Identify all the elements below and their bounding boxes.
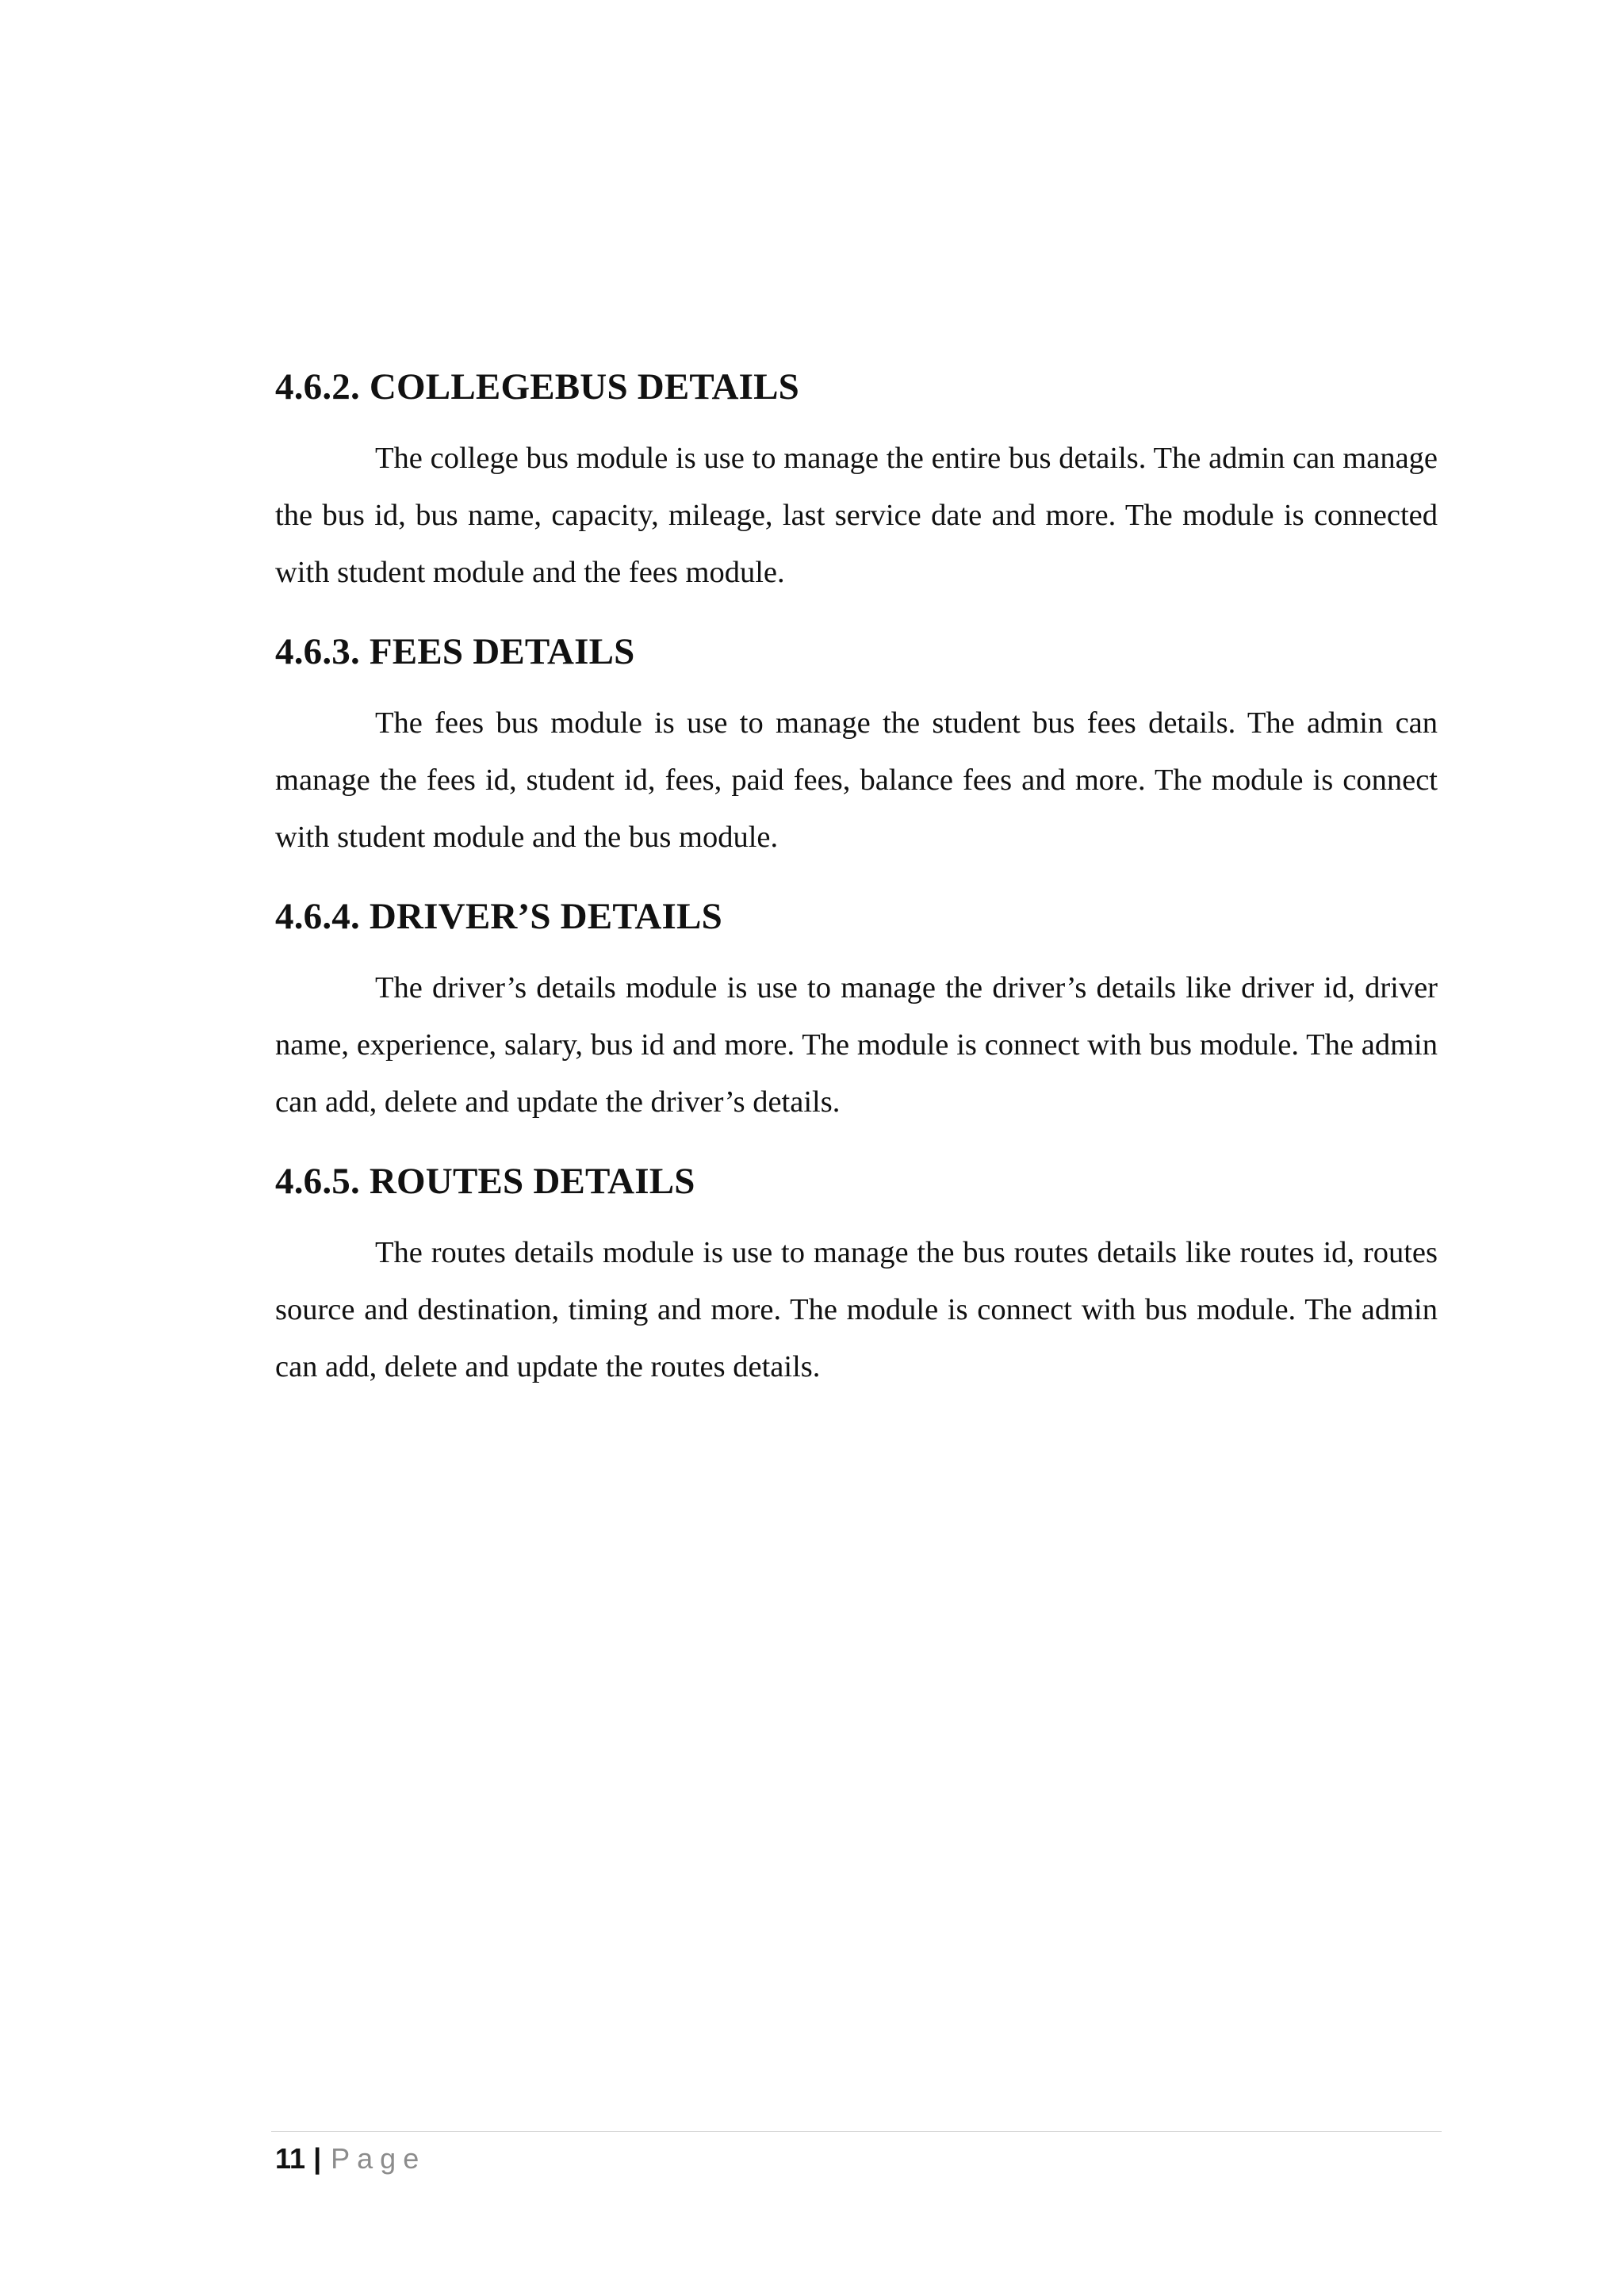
section-paragraph: The college bus module is use to manage the entire bus details. The admin can manage the bus id, bus name, capacity, mileage, last service date and more. The module is connected with student module and the fees module. bbox=[275, 442, 1438, 589]
page-footer bbox=[275, 2139, 426, 2179]
section-paragraph: The routes details module is use to manage the bus routes details like routes id, routes source and destination, timing and more. The module is connect with bus module. The admin can add, delete and update the routes details. bbox=[275, 1236, 1438, 1383]
footer-divider bbox=[271, 2131, 1442, 2132]
section-heading: 4.6.3. FEES DETAILS bbox=[275, 631, 635, 672]
section-heading: 4.6.2. COLLEGEBUS DETAILS bbox=[275, 366, 800, 408]
section-heading: 4.6.4. DRIVER’S DETAILS bbox=[275, 896, 722, 937]
section-routes-details bbox=[275, 1153, 1438, 1395]
page-content bbox=[275, 358, 1438, 1395]
section-drivers-details bbox=[275, 888, 1438, 1131]
section-fees-details bbox=[275, 623, 1438, 866]
page-number: 11 bbox=[275, 2142, 306, 2175]
page-label: Page bbox=[331, 2142, 427, 2175]
section-college-bus-details bbox=[275, 358, 1438, 601]
section-heading: 4.6.5. ROUTES DETAILS bbox=[275, 1161, 695, 1202]
section-paragraph: The fees bus module is use to manage the student bus fees details. The admin can manage the fees id, student id, fees, paid fees, balance fees and more. The module is connect with student module and the bus module. bbox=[275, 706, 1438, 854]
page-separator: | bbox=[313, 2142, 322, 2175]
section-paragraph: The driver’s details module is use to manage the driver’s details like driver id, driver name, experience, salary, bus id and more. The module is connect with bus module. The admin can add, delete and update the driver’s details. bbox=[275, 971, 1438, 1119]
